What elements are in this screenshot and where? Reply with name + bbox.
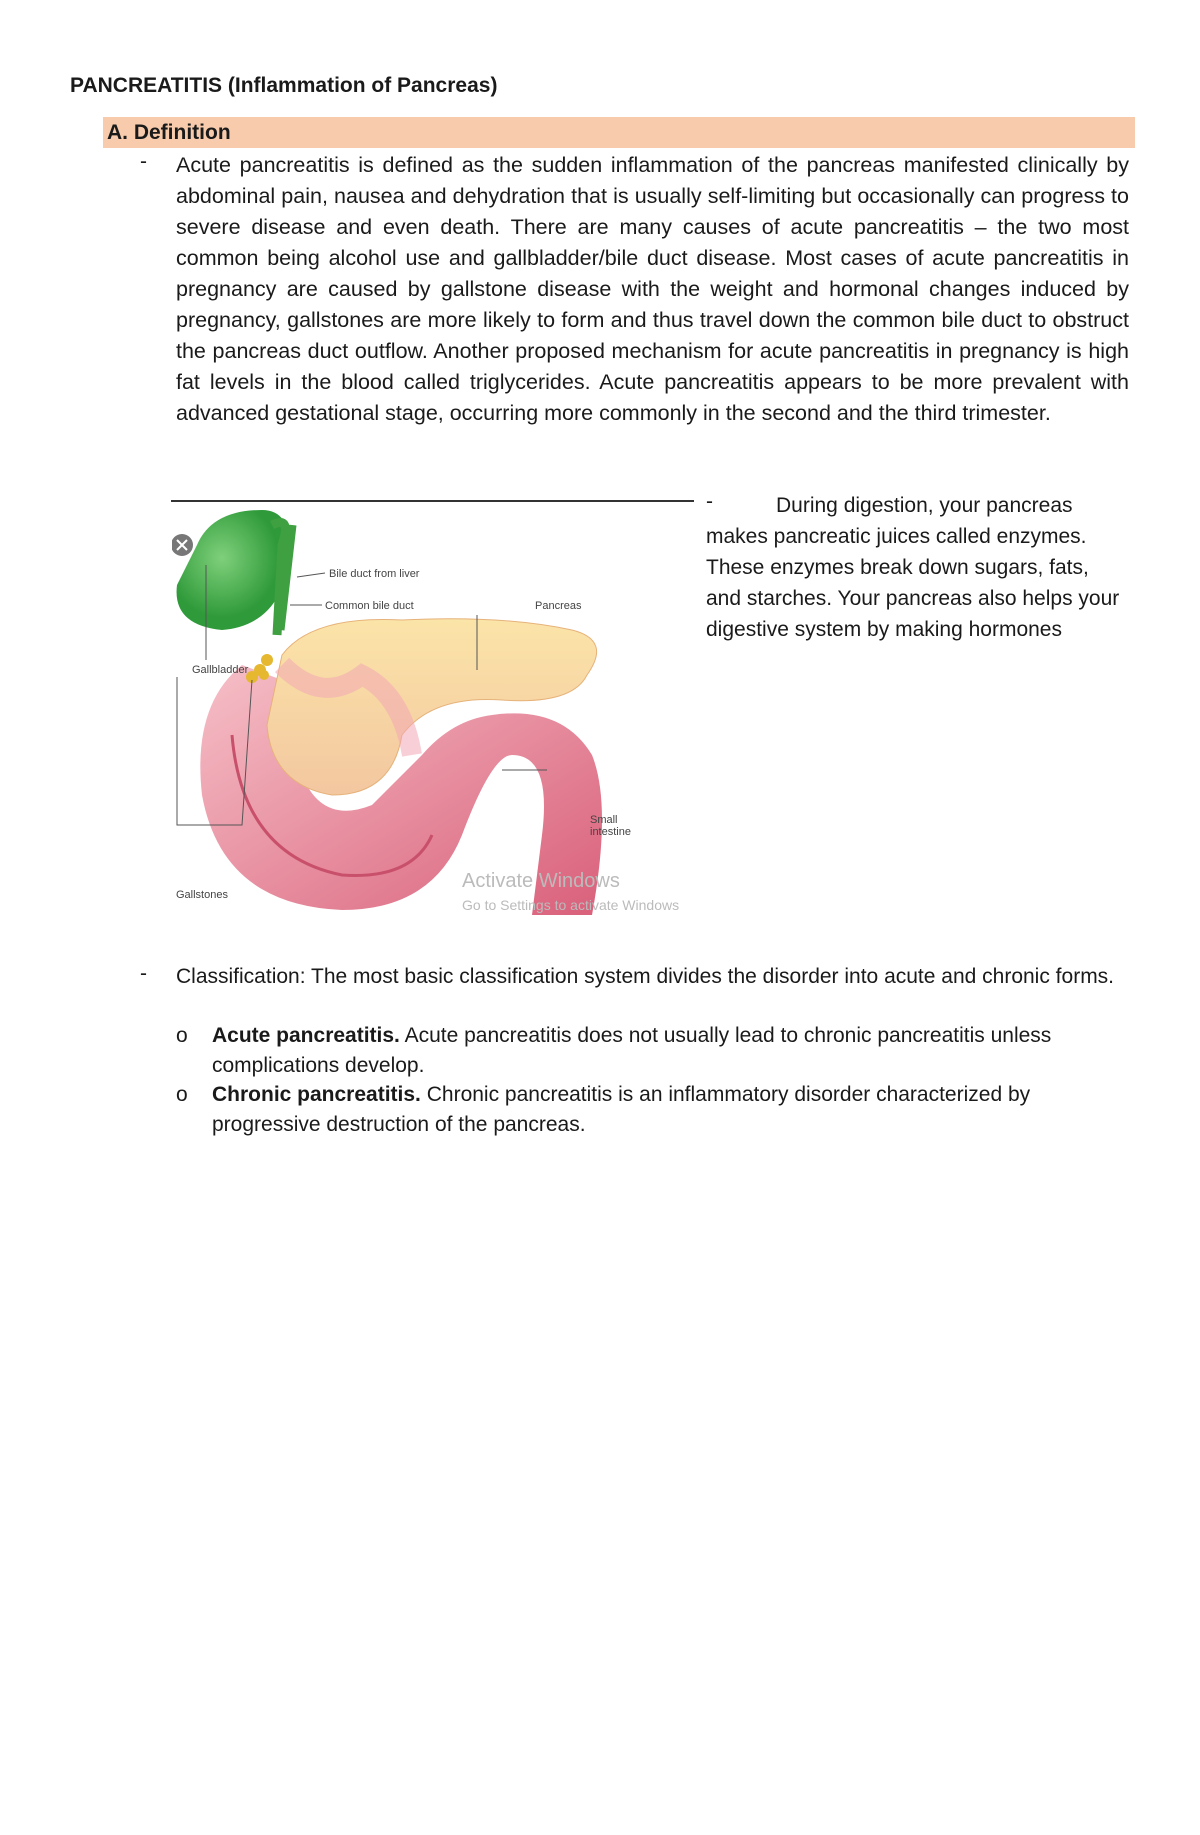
classification-item-acute [212, 1021, 1112, 1080]
label-common-bile-duct: Common bile duct [325, 600, 414, 612]
classification-item-chronic [212, 1080, 1112, 1139]
label-gallstones: Gallstones [176, 889, 228, 901]
bullet-marker: o [176, 1024, 188, 1047]
label-gallbladder: Gallbladder [192, 664, 249, 676]
side-note [706, 490, 1126, 645]
section-heading: A. Definition [107, 121, 231, 144]
bullet-dash: - [140, 150, 147, 173]
label-pancreas: Pancreas [535, 600, 582, 612]
watermark-activate: Activate Windows [462, 870, 620, 892]
pancreas-illustration [172, 505, 697, 920]
horizontal-rule [171, 500, 694, 502]
watermark-settings: Go to Settings to activate Windows [462, 897, 680, 913]
document-title: PANCREATITIS (Inflammation of Pancreas) [70, 74, 498, 97]
definition-paragraph: Acute pancreatitis is defined as the sudden inflammation of the pancreas manifested clinically by abdominal pain, nausea and dehydration that is usually self-limiting but occasionally can progress to severe disease and even death. There are many causes of acute pancreatitis – the two most common being alcohol use and gallbladder/bile duct disease. Most cases of acute pancreatitis in pregnancy are caused by gallstone disease with the weight and hormonal changes induced by pregnancy, gallstones are more likely to form and thus travel down the common bile duct to obstruct the pancreas duct outflow. Another proposed mechanism for acute pancreatitis in pregnancy is high fat levels in the blood called triglycerides. Acute pancreatitis appears to be more prevalent with advanced gestational stage, occurring more commonly in the second and the third trimester. [176, 153, 1129, 425]
section-heading-bar [103, 117, 1135, 148]
side-note-text: During digestion, your pancreas makes pancreatic juices called enzymes. These enzymes break down sugars, fats, and starches. Your pancreas also helps your digestive system by making hormones [706, 494, 1120, 641]
bullet-dash: - [140, 962, 147, 985]
gallbladder-shape [177, 510, 291, 630]
label-bile-duct: Bile duct from liver [329, 568, 420, 580]
item-text: Acute pancreatitis does not usually lead to chronic pancreatitis unless complications develop. [212, 1024, 1052, 1077]
close-icon [172, 534, 193, 556]
label-intestine: intestine [590, 826, 631, 838]
classification-intro: Classification: The most basic classification system divides the disorder into acute and chronic forms. [176, 965, 1115, 988]
bullet-marker: o [176, 1083, 188, 1106]
item-term: Acute pancreatitis. [212, 1024, 400, 1047]
bullet-dash: - [706, 490, 713, 513]
item-text: Chronic pancreatitis is an inflammatory disorder characterized by progressive destruction of the pancreas. [212, 1083, 1031, 1136]
label-small: Small [590, 814, 618, 826]
item-term: Chronic pancreatitis. [212, 1083, 421, 1106]
